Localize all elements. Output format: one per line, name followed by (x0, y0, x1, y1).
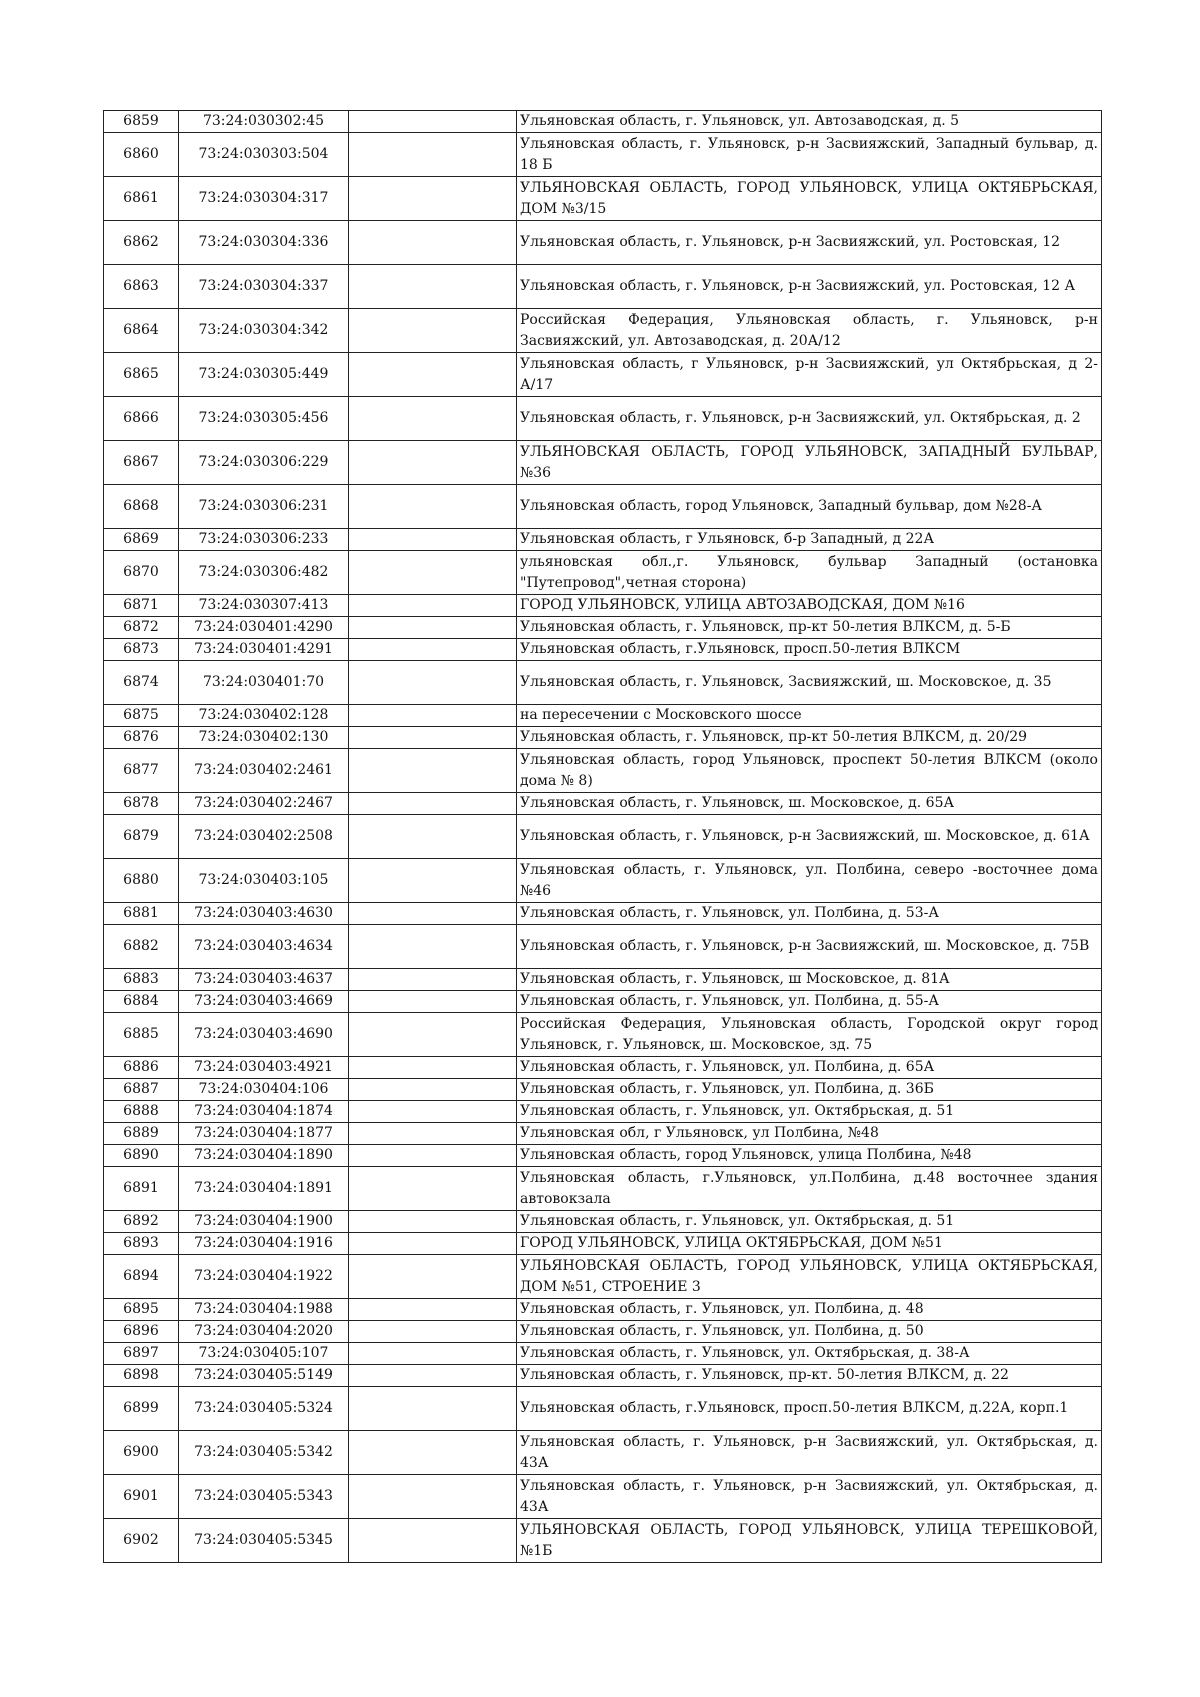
address-cell: Ульяновская область, город Ульяновск, улица Полбина, №48 (517, 1145, 1102, 1167)
empty-cell (349, 793, 517, 815)
row-number-cell: 6867 (104, 441, 179, 485)
empty-cell (349, 925, 517, 969)
register-table (103, 110, 1102, 1563)
empty-cell (349, 1343, 517, 1365)
empty-cell (349, 1387, 517, 1431)
empty-cell (349, 177, 517, 221)
address-cell: Ульяновская область, г. Ульяновск, ш Московское, д. 81А (517, 969, 1102, 991)
empty-cell (349, 1519, 517, 1563)
empty-cell (349, 639, 517, 661)
cadastral-number-cell: 73:24:030404:1922 (179, 1255, 349, 1299)
empty-cell (349, 1167, 517, 1211)
address-cell: Ульяновская область, город Ульяновск, Западный бульвар, дом №28-А (517, 485, 1102, 529)
cadastral-number-cell: 73:24:030305:456 (179, 397, 349, 441)
row-number-cell: 6874 (104, 661, 179, 705)
cadastral-number-cell: 73:24:030306:482 (179, 551, 349, 595)
row-number-cell: 6888 (104, 1101, 179, 1123)
empty-cell (349, 1145, 517, 1167)
row-number-cell: 6897 (104, 1343, 179, 1365)
cadastral-number-cell: 73:24:030305:449 (179, 353, 349, 397)
address-cell: Ульяновская область, г. Ульяновск, ул. Полбина, д. 53-А (517, 903, 1102, 925)
cadastral-number-cell: 73:24:030404:2020 (179, 1321, 349, 1343)
cadastral-number-cell: 73:24:030403:4669 (179, 991, 349, 1013)
cadastral-number-cell: 73:24:030307:413 (179, 595, 349, 617)
address-cell: Ульяновская область, г Ульяновск, р-н Засвияжский, ул Октябрьская, д 2-А/17 (517, 353, 1102, 397)
row-number-cell: 6864 (104, 309, 179, 353)
empty-cell (349, 815, 517, 859)
table-row (104, 617, 1102, 639)
address-cell: Ульяновская область, г. Ульяновск, р-н Засвияжский, ш. Московское, д. 75В (517, 925, 1102, 969)
row-number-cell: 6884 (104, 991, 179, 1013)
row-number-cell: 6871 (104, 595, 179, 617)
row-number-cell: 6891 (104, 1167, 179, 1211)
address-cell: Ульяновская область, г. Ульяновск, пр-кт 50-летия ВЛКСМ, д. 5-Б (517, 617, 1102, 639)
empty-cell (349, 1233, 517, 1255)
cadastral-number-cell: 73:24:030404:1890 (179, 1145, 349, 1167)
address-cell: Ульяновская область, г. Ульяновск, р-н Засвияжский, ул. Октябрьская, д. 43А (517, 1431, 1102, 1475)
table-row (104, 793, 1102, 815)
address-cell: Ульяновская область, г. Ульяновск, ул. Полбина, д. 48 (517, 1299, 1102, 1321)
address-cell: Ульяновская область, г. Ульяновск, ш. Московское, д. 65А (517, 793, 1102, 815)
address-cell: ульяновская обл.,г. Ульяновск, бульвар Западный (остановка "Путепровод",четная сторона) (517, 551, 1102, 595)
empty-cell (349, 1013, 517, 1057)
table-row (104, 1101, 1102, 1123)
empty-cell (349, 1365, 517, 1387)
table-row (104, 1387, 1102, 1431)
table-row (104, 485, 1102, 529)
cadastral-number-cell: 73:24:030401:70 (179, 661, 349, 705)
address-cell: ГОРОД УЛЬЯНОВСК, УЛИЦА ОКТЯБРЬСКАЯ, ДОМ №51 (517, 1233, 1102, 1255)
cadastral-number-cell: 73:24:030304:336 (179, 221, 349, 265)
table-row (104, 925, 1102, 969)
empty-cell (349, 1101, 517, 1123)
table-row (104, 859, 1102, 903)
address-cell: УЛЬЯНОВСКАЯ ОБЛАСТЬ, ГОРОД УЛЬЯНОВСК, УЛИЦА ОКТЯБРЬСКАЯ, ДОМ №3/15 (517, 177, 1102, 221)
address-cell: Ульяновская область, г. Ульяновск, ул. Октябрьская, д. 51 (517, 1211, 1102, 1233)
address-cell: Ульяновская область, г Ульяновск, б-р Западный, д 22А (517, 529, 1102, 551)
cadastral-number-cell: 73:24:030306:229 (179, 441, 349, 485)
cadastral-number-cell: 73:24:030403:4921 (179, 1057, 349, 1079)
table-row (104, 111, 1102, 133)
empty-cell (349, 309, 517, 353)
cadastral-number-cell: 73:24:030302:45 (179, 111, 349, 133)
address-cell: Ульяновская область, г. Ульяновск, ул. Полбина, д. 65А (517, 1057, 1102, 1079)
row-number-cell: 6900 (104, 1431, 179, 1475)
empty-cell (349, 1431, 517, 1475)
row-number-cell: 6870 (104, 551, 179, 595)
table-row (104, 1123, 1102, 1145)
table-row (104, 969, 1102, 991)
cadastral-number-cell: 73:24:030404:1900 (179, 1211, 349, 1233)
row-number-cell: 6892 (104, 1211, 179, 1233)
row-number-cell: 6883 (104, 969, 179, 991)
row-number-cell: 6887 (104, 1079, 179, 1101)
cadastral-number-cell: 73:24:030402:2467 (179, 793, 349, 815)
row-number-cell: 6869 (104, 529, 179, 551)
row-number-cell: 6885 (104, 1013, 179, 1057)
address-cell: Ульяновская обл, г Ульяновск, ул Полбина, №48 (517, 1123, 1102, 1145)
row-number-cell: 6863 (104, 265, 179, 309)
table-row (104, 1233, 1102, 1255)
row-number-cell: 6862 (104, 221, 179, 265)
address-cell: Ульяновская область, г. Ульяновск, ул. Полбина, д. 36Б (517, 1079, 1102, 1101)
address-cell: Ульяновская область, г. Ульяновск, пр-кт. 50-летия ВЛКСМ, д. 22 (517, 1365, 1102, 1387)
address-cell: Ульяновская область, г. Ульяновск, ул. Автозаводская, д. 5 (517, 111, 1102, 133)
cadastral-number-cell: 73:24:030402:128 (179, 705, 349, 727)
row-number-cell: 6866 (104, 397, 179, 441)
empty-cell (349, 1123, 517, 1145)
address-cell: Ульяновская область, г. Ульяновск, р-н Засвияжский, Западный бульвар, д. 18 Б (517, 133, 1102, 177)
row-number-cell: 6877 (104, 749, 179, 793)
cadastral-number-cell: 73:24:030404:1916 (179, 1233, 349, 1255)
address-cell: Ульяновская область, г. Ульяновск, ул. Полбина, д. 50 (517, 1321, 1102, 1343)
cadastral-number-cell: 73:24:030403:4630 (179, 903, 349, 925)
row-number-cell: 6860 (104, 133, 179, 177)
empty-cell (349, 1079, 517, 1101)
table-row (104, 265, 1102, 309)
row-number-cell: 6882 (104, 925, 179, 969)
table-row (104, 749, 1102, 793)
table-row (104, 595, 1102, 617)
table-row (104, 551, 1102, 595)
document-page (103, 110, 1101, 1563)
row-number-cell: 6868 (104, 485, 179, 529)
table-row (104, 661, 1102, 705)
empty-cell (349, 617, 517, 639)
empty-cell (349, 133, 517, 177)
cadastral-number-cell: 73:24:030403:105 (179, 859, 349, 903)
empty-cell (349, 221, 517, 265)
row-number-cell: 6890 (104, 1145, 179, 1167)
table-row (104, 1299, 1102, 1321)
empty-cell (349, 485, 517, 529)
cadastral-number-cell: 73:24:030405:5324 (179, 1387, 349, 1431)
empty-cell (349, 705, 517, 727)
cadastral-number-cell: 73:24:030402:2508 (179, 815, 349, 859)
row-number-cell: 6859 (104, 111, 179, 133)
empty-cell (349, 1321, 517, 1343)
table-row (104, 1255, 1102, 1299)
table-row (104, 1519, 1102, 1563)
table-row (104, 991, 1102, 1013)
cadastral-number-cell: 73:24:030405:5342 (179, 1431, 349, 1475)
address-cell: Ульяновская область, г.Ульяновск, просп.50-летия ВЛКСМ, д.22А, корп.1 (517, 1387, 1102, 1431)
cadastral-number-cell: 73:24:030306:231 (179, 485, 349, 529)
cadastral-number-cell: 73:24:030403:4690 (179, 1013, 349, 1057)
table-row (104, 441, 1102, 485)
cadastral-number-cell: 73:24:030405:107 (179, 1343, 349, 1365)
table-row (104, 1321, 1102, 1343)
address-cell: Ульяновская область, г. Ульяновск, р-н Засвияжский, ул. Ростовская, 12 (517, 221, 1102, 265)
empty-cell (349, 353, 517, 397)
address-cell: на пересечении с Московского шоссе (517, 705, 1102, 727)
address-cell: Ульяновская область, город Ульяновск, проспект 50-летия ВЛКСМ (около дома № 8) (517, 749, 1102, 793)
cadastral-number-cell: 73:24:030304:337 (179, 265, 349, 309)
row-number-cell: 6889 (104, 1123, 179, 1145)
empty-cell (349, 1475, 517, 1519)
empty-cell (349, 1211, 517, 1233)
table-row (104, 1343, 1102, 1365)
cadastral-number-cell: 73:24:030405:5149 (179, 1365, 349, 1387)
table-row (104, 1475, 1102, 1519)
row-number-cell: 6865 (104, 353, 179, 397)
row-number-cell: 6901 (104, 1475, 179, 1519)
address-cell: УЛЬЯНОВСКАЯ ОБЛАСТЬ, ГОРОД УЛЬЯНОВСК, УЛИЦА ТЕРЕШКОВОЙ, №1Б (517, 1519, 1102, 1563)
table-row (104, 1365, 1102, 1387)
row-number-cell: 6893 (104, 1233, 179, 1255)
cadastral-number-cell: 73:24:030405:5345 (179, 1519, 349, 1563)
row-number-cell: 6879 (104, 815, 179, 859)
table-row (104, 903, 1102, 925)
table-row (104, 177, 1102, 221)
cadastral-number-cell: 73:24:030306:233 (179, 529, 349, 551)
cadastral-number-cell: 73:24:030404:1891 (179, 1167, 349, 1211)
empty-cell (349, 661, 517, 705)
empty-cell (349, 595, 517, 617)
address-cell: Ульяновская область, г.Ульяновск, просп.50-летия ВЛКСМ (517, 639, 1102, 661)
table-row (104, 705, 1102, 727)
row-number-cell: 6873 (104, 639, 179, 661)
row-number-cell: 6886 (104, 1057, 179, 1079)
address-cell: Ульяновская область, г. Ульяновск, р-н Засвияжский, ул. Октябрьская, д. 43А (517, 1475, 1102, 1519)
cadastral-number-cell: 73:24:030304:342 (179, 309, 349, 353)
row-number-cell: 6896 (104, 1321, 179, 1343)
empty-cell (349, 551, 517, 595)
address-cell: УЛЬЯНОВСКАЯ ОБЛАСТЬ, ГОРОД УЛЬЯНОВСК, ЗАПАДНЫЙ БУЛЬВАР, №36 (517, 441, 1102, 485)
address-cell: Ульяновская область, г.Ульяновск, ул.Полбина, д.48 восточнее здания автовокзала (517, 1167, 1102, 1211)
row-number-cell: 6872 (104, 617, 179, 639)
cadastral-number-cell: 73:24:030402:130 (179, 727, 349, 749)
table-row (104, 639, 1102, 661)
address-cell: Ульяновская область, г. Ульяновск, ул. Октябрьская, д. 51 (517, 1101, 1102, 1123)
table-row (104, 1431, 1102, 1475)
row-number-cell: 6861 (104, 177, 179, 221)
address-cell: Ульяновская область, г. Ульяновск, ул. Октябрьская, д. 38-А (517, 1343, 1102, 1365)
empty-cell (349, 1057, 517, 1079)
cadastral-number-cell: 73:24:030404:106 (179, 1079, 349, 1101)
cadastral-number-cell: 73:24:030403:4634 (179, 925, 349, 969)
empty-cell (349, 969, 517, 991)
row-number-cell: 6898 (104, 1365, 179, 1387)
table-row (104, 1013, 1102, 1057)
cadastral-number-cell: 73:24:030304:317 (179, 177, 349, 221)
address-cell: Российская Федерация, Ульяновская область, Городской округ город Ульяновск, г. Ульяновск, ш. Московское, зд. 75 (517, 1013, 1102, 1057)
row-number-cell: 6894 (104, 1255, 179, 1299)
address-cell: Ульяновская область, г. Ульяновск, пр-кт 50-летия ВЛКСМ, д. 20/29 (517, 727, 1102, 749)
table-row (104, 815, 1102, 859)
empty-cell (349, 749, 517, 793)
table-row (104, 1145, 1102, 1167)
empty-cell (349, 111, 517, 133)
address-cell: Ульяновская область, г. Ульяновск, ул. Полбина, северо -восточнее дома №46 (517, 859, 1102, 903)
table-row (104, 133, 1102, 177)
table-row (104, 1167, 1102, 1211)
cadastral-number-cell: 73:24:030401:4291 (179, 639, 349, 661)
address-cell: Ульяновская область, г. Ульяновск, р-н Засвияжский, ул. Ростовская, 12 А (517, 265, 1102, 309)
cadastral-number-cell: 73:24:030303:504 (179, 133, 349, 177)
cadastral-number-cell: 73:24:030404:1988 (179, 1299, 349, 1321)
table-row (104, 353, 1102, 397)
row-number-cell: 6878 (104, 793, 179, 815)
empty-cell (349, 1255, 517, 1299)
empty-cell (349, 1299, 517, 1321)
row-number-cell: 6876 (104, 727, 179, 749)
table-row (104, 1079, 1102, 1101)
empty-cell (349, 529, 517, 551)
address-cell: Ульяновская область, г. Ульяновск, р-н Засвияжский, ул. Октябрьская, д. 2 (517, 397, 1102, 441)
empty-cell (349, 441, 517, 485)
row-number-cell: 6895 (104, 1299, 179, 1321)
address-cell: Российская Федерация, Ульяновская область, г. Ульяновск, р-н Засвияжский, ул. Автозаводская, д. 20А/12 (517, 309, 1102, 353)
register-table-body (104, 111, 1102, 1563)
empty-cell (349, 265, 517, 309)
table-row (104, 309, 1102, 353)
table-row (104, 727, 1102, 749)
empty-cell (349, 727, 517, 749)
address-cell: Ульяновская область, г. Ульяновск, р-н Засвияжский, ш. Московское, д. 61А (517, 815, 1102, 859)
empty-cell (349, 397, 517, 441)
row-number-cell: 6902 (104, 1519, 179, 1563)
cadastral-number-cell: 73:24:030404:1874 (179, 1101, 349, 1123)
table-row (104, 397, 1102, 441)
address-cell: ГОРОД УЛЬЯНОВСК, УЛИЦА АВТОЗАВОДСКАЯ, ДОМ №16 (517, 595, 1102, 617)
address-cell: Ульяновская область, г. Ульяновск, ул. Полбина, д. 55-А (517, 991, 1102, 1013)
empty-cell (349, 903, 517, 925)
empty-cell (349, 991, 517, 1013)
table-row (104, 1057, 1102, 1079)
row-number-cell: 6880 (104, 859, 179, 903)
row-number-cell: 6875 (104, 705, 179, 727)
address-cell: Ульяновская область, г. Ульяновск, Засвияжский, ш. Московское, д. 35 (517, 661, 1102, 705)
row-number-cell: 6899 (104, 1387, 179, 1431)
table-row (104, 1211, 1102, 1233)
empty-cell (349, 859, 517, 903)
address-cell: УЛЬЯНОВСКАЯ ОБЛАСТЬ, ГОРОД УЛЬЯНОВСК, УЛИЦА ОКТЯБРЬСКАЯ, ДОМ №51, СТРОЕНИЕ 3 (517, 1255, 1102, 1299)
table-row (104, 221, 1102, 265)
row-number-cell: 6881 (104, 903, 179, 925)
cadastral-number-cell: 73:24:030401:4290 (179, 617, 349, 639)
table-row (104, 529, 1102, 551)
cadastral-number-cell: 73:24:030403:4637 (179, 969, 349, 991)
cadastral-number-cell: 73:24:030405:5343 (179, 1475, 349, 1519)
cadastral-number-cell: 73:24:030404:1877 (179, 1123, 349, 1145)
cadastral-number-cell: 73:24:030402:2461 (179, 749, 349, 793)
